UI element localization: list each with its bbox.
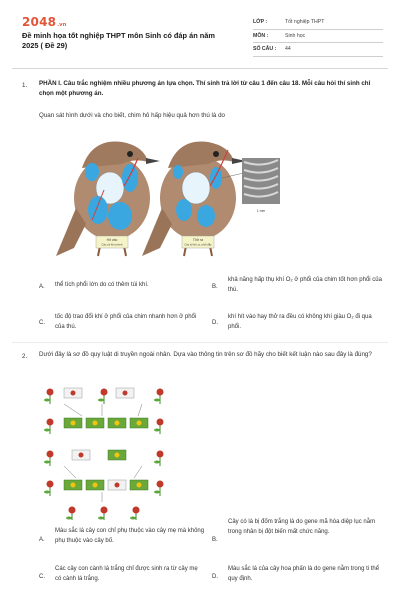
- svg-text:Các túi khí phình: Các túi khí phình: [101, 242, 123, 247]
- flower-head: [69, 507, 76, 514]
- q2-option-c[interactable]: Các cây con cành lá trắng chỉ được sinh ra từ cây mẹ có cành lá trắng.: [55, 566, 198, 582]
- cell-nucleus: [115, 483, 120, 488]
- question-2-number: 2.: [22, 353, 28, 360]
- site-logo[interactable]: 2048.vn: [22, 15, 67, 29]
- document-meta: [253, 16, 383, 57]
- inheritance-diagram: [42, 380, 172, 520]
- flower-head: [47, 481, 54, 488]
- non-nuclear-inheritance-illustration: [42, 380, 172, 520]
- flower-head: [133, 507, 140, 514]
- q1-option-c[interactable]: tốc độ trao đổi khí ở phổi của chim nhanh hơn ở phổi của thú.: [55, 314, 197, 330]
- q1-option-a-letter[interactable]: A.: [39, 284, 45, 290]
- meta-row-count: SỐ CÂU : 44: [253, 43, 383, 57]
- q1-option-d-letter[interactable]: D.: [212, 320, 218, 326]
- question-1-instruction: PHẦN I. Câu trắc nghiệm nhiều phương án lựa chọn. Thí sinh trả lời từ câu 1 đến câu 18. Mỗi câu hỏi thí sinh chỉ chọn một phương án.: [39, 80, 371, 97]
- cell-nucleus: [137, 421, 142, 426]
- flower-leaf: [154, 399, 160, 402]
- q1-option-b[interactable]: khả năng hấp thụ khí O₂ ở phổi của chim tốt hơn phổi của thú.: [228, 277, 382, 293]
- q2-option-c-letter[interactable]: C.: [39, 574, 45, 580]
- question-2-prompt: Dưới đây là sơ đồ quy luật di truyền ngoài nhân. Dựa vào thông tin trên sơ đồ hãy cho biết kết luận nào sau đây là đúng?: [39, 351, 372, 358]
- flower-head: [157, 451, 164, 458]
- bird-inhale: [56, 142, 160, 256]
- flower-leaf: [44, 429, 50, 432]
- flower-head: [101, 507, 108, 514]
- flower-leaf: [66, 517, 72, 520]
- cell-nucleus: [137, 483, 142, 488]
- q1-option-c-letter[interactable]: C.: [39, 320, 45, 326]
- flower-leaf: [44, 461, 50, 464]
- q2-option-d[interactable]: Màu sắc lá của cây hoa phấn là do gene nằm trong ti thể quy định.: [228, 566, 380, 582]
- flower-head: [157, 389, 164, 396]
- flower-head: [157, 481, 164, 488]
- header-divider: [12, 68, 388, 69]
- document-header: [0, 0, 400, 62]
- connector-line: [64, 466, 76, 478]
- meta-row-subject: MÔN : Sinh học: [253, 30, 383, 44]
- cell-nucleus: [79, 453, 84, 458]
- q1-option-b-letter[interactable]: B.: [212, 284, 218, 290]
- question-separator: [12, 342, 388, 343]
- cell-nucleus: [71, 391, 76, 396]
- cell-nucleus: [93, 483, 98, 488]
- flower-leaf: [154, 491, 160, 494]
- bird-lungs-illustration: [52, 128, 282, 268]
- cell-nucleus: [115, 421, 120, 426]
- svg-text:Thở ra: Thở ra: [192, 238, 204, 242]
- meta-row-class: LỚP : Tốt nghiệp THPT: [253, 16, 383, 30]
- flower-head: [101, 389, 108, 396]
- cell-nucleus: [71, 483, 76, 488]
- q2-option-a[interactable]: Màu sắc lá cây con chỉ phụ thuộc vào cây mẹ mà không phụ thuộc vào cây bố.: [55, 528, 205, 544]
- question-1-prompt: Quan sát hình dưới và cho biết, chim hô hấp hiệu quả hơn thú là do: [39, 112, 225, 119]
- svg-text:Các túi khí co, phổi đầy: Các túi khí co, phổi đầy: [184, 243, 212, 247]
- svg-text:1 mm: 1 mm: [256, 209, 266, 213]
- flower-leaf: [154, 429, 160, 432]
- flower-head: [47, 419, 54, 426]
- flower-leaf: [44, 399, 50, 402]
- q2-option-d-letter[interactable]: D.: [212, 574, 218, 580]
- question-1-number: 1.: [22, 82, 28, 89]
- cell-nucleus: [93, 421, 98, 426]
- q1-option-a[interactable]: thể tích phổi lớn do có thêm túi khí.: [55, 282, 149, 288]
- flower-leaf: [130, 517, 136, 520]
- cell-nucleus: [115, 453, 120, 458]
- q2-option-a-letter[interactable]: A.: [39, 537, 45, 543]
- flower-leaf: [98, 399, 104, 402]
- bird-exhale: [142, 142, 246, 256]
- svg-text:Hít vào: Hít vào: [106, 238, 118, 242]
- connector-line: [138, 404, 142, 416]
- connector-line: [64, 404, 82, 416]
- flower-leaf: [98, 517, 104, 520]
- cell-nucleus: [71, 421, 76, 426]
- flower-head: [47, 389, 54, 396]
- document-title: Đề minh họa tốt nghiệp THPT môn Sinh có đáp án năm 2025 ( Đề 29): [22, 31, 215, 50]
- connector-line: [134, 466, 142, 478]
- cell-nucleus: [123, 391, 128, 396]
- flower-leaf: [44, 491, 50, 494]
- q1-option-d[interactable]: khí hít vào hay thở ra đều có không khí giàu O₂ đi qua phổi.: [228, 314, 372, 330]
- bird-respiration-figure: [52, 128, 282, 268]
- q2-option-b-letter[interactable]: B.: [212, 537, 218, 543]
- flower-leaf: [154, 461, 160, 464]
- flower-head: [157, 419, 164, 426]
- q2-option-b[interactable]: Cây có lá bị đốm trắng là do gene mã hóa diệp lục nằm trong nhân bị đột biến mất chức năng.: [228, 519, 376, 535]
- flower-head: [47, 451, 54, 458]
